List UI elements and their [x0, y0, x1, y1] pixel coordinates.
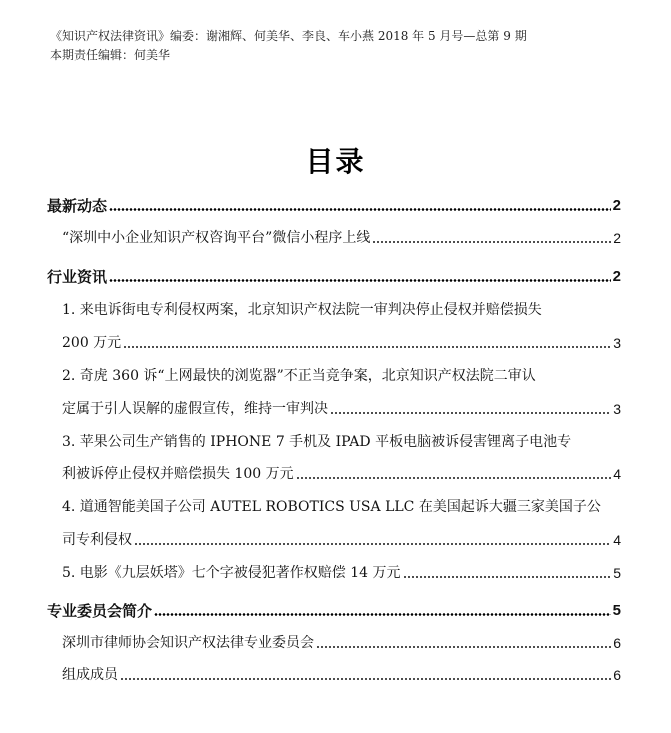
toc-page-number: 3 [613, 401, 621, 417]
document-header [50, 27, 527, 65]
toc-entry-label: 200 万元 [62, 335, 122, 351]
toc-entry-label: 定属于引人误解的虚假宣传，维持一审判决 [62, 401, 328, 417]
toc-entry-1-line1[interactable]: 1. 来电诉街电专利侵权两案，北京知识产权法院一审判决停止侵权并赔偿损失 [62, 302, 542, 318]
toc-page-number: 5 [613, 565, 621, 581]
toc-page-number: 4 [613, 466, 621, 482]
toc-leader-dots [316, 646, 611, 648]
toc-page-number: 2 [612, 268, 621, 285]
responsible-editor-line: 本期责任编辑：何美华 [50, 48, 171, 62]
toc-leader-dots [120, 678, 611, 680]
toc-page-number: 6 [613, 667, 621, 683]
toc-section-industry-news[interactable] [47, 268, 621, 286]
toc-leader-dots [123, 346, 611, 348]
toc-page-number: 6 [613, 635, 621, 651]
toc-entry-label: 司专利侵权 [62, 532, 132, 548]
toc-section-committee-intro[interactable] [47, 602, 621, 620]
toc-section-label: 最新动态 [47, 197, 108, 215]
toc-leader-dots [296, 477, 612, 479]
toc-entry-2-line1[interactable]: 2. 奇虎 360 诉“上网最快的浏览器”不正当竞争案，北京知识产权法院二审认 [62, 368, 536, 384]
toc-page-number: 4 [613, 532, 621, 548]
toc-entry-committee[interactable] [62, 634, 621, 652]
toc-leader-dots [154, 613, 611, 616]
toc-entry-2[interactable] [62, 400, 621, 418]
editorial-board-line: 《知识产权法律资讯》编委：谢湘辉、何美华、李良、车小燕 2018 年 5 月号—总第 9 期 [50, 29, 527, 43]
toc-leader-dots [109, 208, 611, 211]
page-title: 目录 [305, 145, 366, 178]
toc-page-number: 5 [612, 602, 621, 619]
toc-entry-wechat-mini-program[interactable] [62, 229, 621, 247]
toc-entry-1[interactable] [62, 334, 621, 352]
toc-page-number: 2 [613, 230, 621, 246]
toc-entry-label: 5. 电影《九层妖塔》七个字被侵犯著作权赔偿 14 万元 [62, 565, 401, 581]
toc-entry-label: 深圳市律师协会知识产权法律专业委员会 [62, 635, 314, 651]
toc-section-label: 专业委员会简介 [47, 602, 153, 620]
toc-entry-label: “深圳中小企业知识产权咨询平台”微信小程序上线 [62, 230, 371, 246]
toc-section-label: 行业资讯 [47, 268, 108, 286]
toc-entry-label: 利被诉停止侵权并赔偿损失 100 万元 [62, 466, 294, 482]
toc-leader-dots [134, 543, 611, 545]
toc-entry-3-line1[interactable]: 3. 苹果公司生产销售的 IPHONE 7 手机及 IPAD 平板电脑被诉侵害锂离子电池专 [62, 434, 572, 450]
toc-entry-members[interactable] [62, 666, 621, 684]
toc-entry-label: 组成成员 [62, 667, 118, 683]
toc-section-latest-news[interactable] [47, 197, 621, 215]
toc-entry-5[interactable] [62, 564, 621, 582]
toc-leader-dots [372, 241, 611, 243]
toc-leader-dots [109, 279, 611, 282]
toc-entry-3[interactable] [62, 465, 621, 483]
toc-leader-dots [330, 412, 611, 414]
toc-page-number: 3 [613, 335, 621, 351]
toc-page-number: 2 [612, 197, 621, 214]
toc-entry-4[interactable] [62, 531, 621, 549]
toc-entry-4-line1[interactable]: 4. 道通智能美国子公司 AUTEL ROBOTICS USA LLC 在美国起诉大疆三家美国子公 [62, 499, 601, 515]
toc-leader-dots [403, 576, 612, 578]
